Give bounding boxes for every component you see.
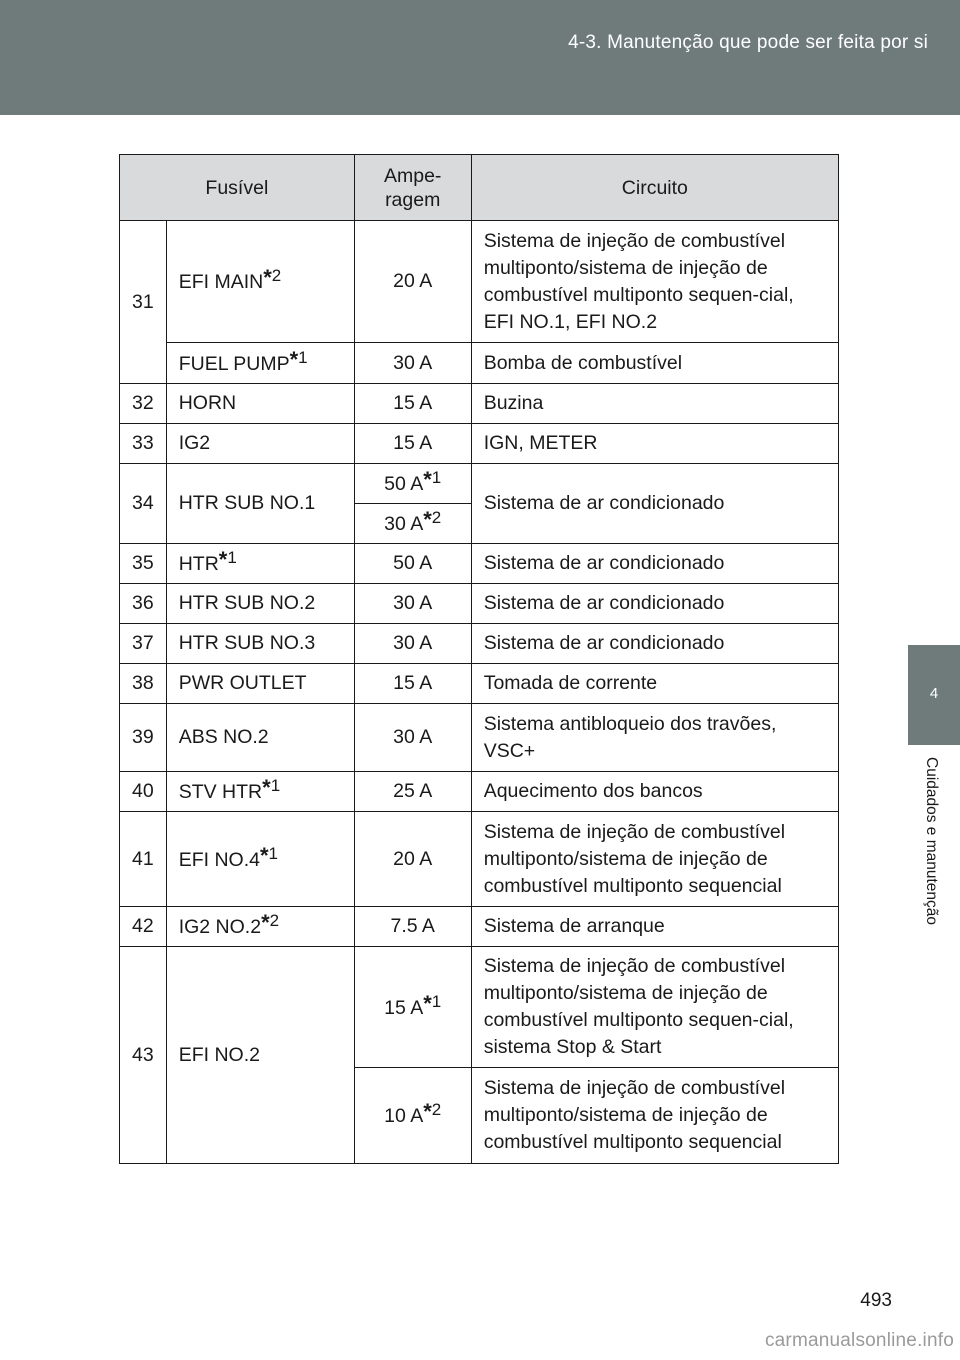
table-row <box>120 624 839 664</box>
table-row <box>120 424 839 464</box>
amperage <box>354 504 471 544</box>
fuse-number: 32 <box>120 384 167 424</box>
fuse-number: 35 <box>120 544 167 584</box>
fuse-name: HORN <box>166 384 354 424</box>
chapter-label: Cuidados e manutenção <box>923 757 940 926</box>
amperage-text: 15 A <box>384 996 424 1019</box>
amperage: 50 A <box>354 544 471 584</box>
fuse-name-text: IG2 NO.2 <box>178 916 262 938</box>
table-row <box>120 544 839 584</box>
table-row <box>120 464 839 504</box>
fuse-name <box>166 812 354 907</box>
fuse-name: HTR SUB NO.3 <box>166 624 354 664</box>
footnote-number: 2 <box>269 911 280 930</box>
circuit: IGN, METER <box>471 424 838 464</box>
table-row <box>120 343 839 384</box>
circuit: Sistema de ar condicionado <box>471 544 838 584</box>
footnote-mark: *2 <box>263 265 282 290</box>
circuit: Sistema de injeção de combustível multiponto/sistema de injeção de combustível multiponto sequen-cial, EFI NO.1, EFI NO.2 <box>471 221 838 343</box>
circuit: Sistema de injeção de combustível multiponto/sistema de injeção de combustível multiponto sequencial <box>471 812 838 907</box>
footnote-number: 1 <box>227 548 237 567</box>
amperage-text: 50 A <box>384 473 424 495</box>
header-fuse: Fusível <box>120 155 355 221</box>
table-row <box>120 907 839 947</box>
footnote-number: 1 <box>268 843 279 863</box>
amperage <box>354 464 471 504</box>
circuit: Buzina <box>471 384 838 424</box>
fuse-name: HTR SUB NO.2 <box>166 584 354 624</box>
table-row <box>120 812 839 907</box>
footnote-mark: *1 <box>423 990 442 1016</box>
fuse-name-text: EFI NO.4 <box>178 848 260 871</box>
fuse-number: 42 <box>120 907 167 947</box>
fuse-name-text: HTR <box>178 553 219 575</box>
watermark: carmanualsonline.info <box>764 1330 954 1351</box>
amperage: 15 A <box>354 664 471 704</box>
footnote-mark: *1 <box>218 547 237 572</box>
fuse-name-text: EFI MAIN <box>178 271 264 293</box>
footnote-number: 1 <box>431 991 442 1011</box>
fuse-name: IG2 <box>166 424 354 464</box>
fuse-name <box>166 907 354 947</box>
fuse-name <box>166 544 354 584</box>
footnote-mark: *1 <box>289 346 308 372</box>
footnote-mark: *1 <box>262 775 281 800</box>
fuse-name-text: STV HTR <box>178 781 263 803</box>
circuit: Sistema de injeção de combustível multiponto/sistema de injeção de combustível multiponto sequencial <box>471 1068 838 1164</box>
fuse-number: 31 <box>120 221 167 384</box>
header-circuit: Circuito <box>471 155 838 221</box>
amperage: 25 A <box>354 772 471 812</box>
fuse-name-text: FUEL PUMP <box>178 352 290 375</box>
fuse-number: 36 <box>120 584 167 624</box>
fuse-name: PWR OUTLET <box>166 664 354 704</box>
circuit: Sistema de ar condicionado <box>471 464 838 544</box>
fuse-table <box>119 154 839 1164</box>
circuit: Sistema de ar condicionado <box>471 584 838 624</box>
amperage <box>354 1068 471 1164</box>
amperage: 20 A <box>354 812 471 907</box>
footnote-mark: *2 <box>423 1099 442 1124</box>
header-bar <box>0 0 960 115</box>
chapter-tab <box>908 645 960 745</box>
fuse-number: 38 <box>120 664 167 704</box>
footnote-number: 2 <box>431 508 442 527</box>
footnote-number: 1 <box>298 347 308 367</box>
circuit: Sistema de ar condicionado <box>471 624 838 664</box>
amperage: 30 A <box>354 584 471 624</box>
fuse-name: ABS NO.2 <box>166 704 354 772</box>
footnote-number: 2 <box>271 266 282 285</box>
amperage: 15 A <box>354 424 471 464</box>
amperage-text: 30 A <box>384 513 424 535</box>
header-amperage-text: Ampe- ragem <box>383 164 442 211</box>
fuse-number: 43 <box>120 947 167 1164</box>
amperage <box>354 947 471 1068</box>
fuse-name <box>166 772 354 812</box>
fuse-name <box>166 221 354 343</box>
circuit: Aquecimento dos bancos <box>471 772 838 812</box>
header-amperage <box>354 155 471 221</box>
page-number: 493 <box>860 1290 892 1311</box>
fuse-number: 37 <box>120 624 167 664</box>
footnote-mark: *1 <box>423 467 442 492</box>
chapter-number: 4 <box>929 685 939 702</box>
fuse-number: 34 <box>120 464 167 544</box>
fuse-number: 33 <box>120 424 167 464</box>
amperage: 30 A <box>354 343 471 384</box>
table-row <box>120 221 839 343</box>
amperage: 30 A <box>354 624 471 664</box>
circuit: Sistema de arranque <box>471 907 838 947</box>
fuse-number: 39 <box>120 704 167 772</box>
amperage: 20 A <box>354 221 471 343</box>
amperage-text: 10 A <box>384 1105 424 1127</box>
table-header-row <box>120 155 839 221</box>
amperage: 15 A <box>354 384 471 424</box>
circuit: Sistema de injeção de combustível multiponto/sistema de injeção de combustível multiponto sequen-cial, sistema Stop & Start <box>471 947 838 1068</box>
fuse-number: 41 <box>120 812 167 907</box>
table-row <box>120 584 839 624</box>
section-title: 4-3. Manutenção que pode ser feita por si <box>568 32 928 53</box>
amperage: 30 A <box>354 704 471 772</box>
fuse-name: EFI NO.2 <box>166 947 354 1164</box>
fuse-name: HTR SUB NO.1 <box>166 464 354 544</box>
circuit: Tomada de corrente <box>471 664 838 704</box>
table-row <box>120 772 839 812</box>
footnote-mark: *2 <box>423 507 442 532</box>
amperage: 7.5 A <box>354 907 471 947</box>
footnote-number: 1 <box>431 468 442 487</box>
footnote-number: 1 <box>270 776 281 795</box>
footnote-mark: *1 <box>259 842 279 868</box>
circuit: Sistema antibloqueio dos travões, VSC+ <box>471 704 838 772</box>
footnote-number: 2 <box>431 1100 442 1119</box>
table-row <box>120 704 839 772</box>
table-row <box>120 384 839 424</box>
fuse-name <box>166 343 354 384</box>
table-row <box>120 664 839 704</box>
circuit: Bomba de combustível <box>471 343 838 384</box>
footnote-mark: *2 <box>261 910 280 935</box>
table-row <box>120 947 839 1068</box>
fuse-number: 40 <box>120 772 167 812</box>
